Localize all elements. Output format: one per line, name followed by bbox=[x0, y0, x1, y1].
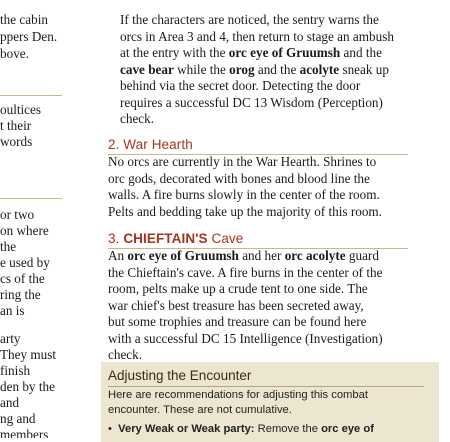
heading-number: 3. bbox=[108, 231, 124, 246]
adjusting-encounter-sidebar bbox=[101, 362, 439, 442]
left-section-rule bbox=[0, 95, 62, 96]
left-text-line: and bbox=[0, 395, 20, 410]
text-line bbox=[108, 265, 408, 282]
left-section-rule bbox=[0, 198, 62, 199]
bullet-label: Very Weak or Weak party: bbox=[118, 423, 255, 435]
left-text-line: words bbox=[0, 134, 33, 149]
left-text-line: They must bbox=[0, 347, 57, 362]
text-run: behind via the secret door. Detecting the door bbox=[120, 78, 361, 93]
left-text-line: ppers Den. bbox=[0, 29, 58, 44]
left-text-line: the cabin bbox=[0, 12, 48, 27]
text-run: An bbox=[108, 248, 128, 263]
text-run: guard bbox=[345, 248, 379, 263]
war-hearth-paragraph bbox=[108, 154, 408, 220]
text-run: with a successful DC 15 Intelligence (Investigation) bbox=[108, 330, 383, 346]
chieftains-cave-paragraph bbox=[108, 248, 408, 364]
text-run: and the bbox=[340, 45, 382, 60]
text-line bbox=[108, 154, 408, 171]
bold-text-run: orc eye of Gruumsh bbox=[127, 248, 239, 263]
text-run: at the entry with the bbox=[120, 45, 229, 60]
text-run: requires a successful DC 13 Wisdom (Perception) bbox=[120, 94, 383, 110]
text-line bbox=[108, 204, 408, 221]
text-line bbox=[108, 298, 408, 315]
left-text-line: bove. bbox=[0, 46, 29, 61]
left-text-line: finish bbox=[0, 363, 31, 378]
left-column bbox=[0, 0, 62, 438]
heading-caps: CHIEFTAIN'S bbox=[123, 231, 208, 246]
text-line bbox=[108, 314, 408, 331]
text-line bbox=[120, 95, 420, 112]
text-run: sneak up bbox=[339, 61, 389, 77]
left-text-line: ring the bbox=[0, 287, 41, 302]
bullet-icon: • bbox=[108, 423, 112, 435]
bold-text-run: orc eye of Gruumsh bbox=[228, 45, 341, 60]
chieftains-cave-heading bbox=[108, 231, 243, 246]
sentry-paragraph bbox=[120, 12, 420, 128]
left-text-line: the bbox=[0, 239, 17, 254]
text-run: orcs in Area 3 and 4, then return to stage an ambush bbox=[120, 28, 394, 44]
text-run: while the bbox=[173, 61, 230, 77]
bold-text-run: acolyte bbox=[299, 61, 340, 77]
text-run: No orcs are currently in the War Hearth. Shrines to bbox=[108, 154, 377, 169]
heading-rest: Cave bbox=[207, 231, 244, 246]
left-text-line: arty bbox=[0, 331, 21, 346]
text-line bbox=[108, 331, 408, 348]
bold-text-run: cave bear bbox=[120, 61, 174, 77]
bullet-bold-end: orc eye of bbox=[321, 423, 374, 435]
text-line bbox=[120, 111, 420, 128]
left-text-line: an is bbox=[0, 303, 25, 318]
text-line bbox=[120, 29, 420, 46]
text-run: and her bbox=[238, 248, 285, 263]
sidebar-title: Adjusting the Encounter bbox=[108, 368, 252, 383]
text-line bbox=[108, 187, 408, 204]
left-text-line: members bbox=[0, 427, 49, 438]
sidebar-bullet-item bbox=[108, 423, 374, 435]
text-run: check. bbox=[120, 111, 155, 126]
sidebar-rule bbox=[108, 386, 424, 387]
text-line bbox=[108, 171, 408, 188]
bullet-text: Remove the bbox=[254, 423, 322, 435]
text-run: but some trophies and treasure can be found here bbox=[108, 314, 367, 329]
left-text-line: or two bbox=[0, 207, 35, 222]
text-run: room, pelts make up a crude tent to one side. The bbox=[108, 281, 368, 296]
war-hearth-heading: 2. War Hearth bbox=[108, 137, 193, 152]
left-text-line: on where bbox=[0, 223, 49, 238]
bold-text-run: orog bbox=[229, 61, 255, 77]
text-line bbox=[120, 45, 420, 62]
left-text-line: e used by bbox=[0, 255, 50, 270]
text-line bbox=[120, 12, 420, 29]
left-text-line: oultices bbox=[0, 102, 42, 117]
text-run: Pelts and bedding take up the majority of this room. bbox=[108, 203, 382, 219]
text-line bbox=[120, 62, 420, 79]
text-run: If the characters are noticed, the sentry warns the bbox=[120, 12, 379, 27]
text-line bbox=[108, 281, 408, 298]
text-run: the Chieftain's cave. A fire burns in the center of the bbox=[108, 264, 383, 280]
text-run: orc gods, decorated with bones and blood line the bbox=[108, 170, 370, 186]
sidebar-line: encounter. These are not cumulative. bbox=[108, 404, 292, 416]
sidebar-line: Here are recommendations for adjusting this combat bbox=[108, 389, 368, 401]
left-text-line: cs of the bbox=[0, 271, 45, 286]
text-run: check. bbox=[108, 347, 143, 362]
bold-text-run: orc acolyte bbox=[284, 248, 346, 263]
left-text-line: den by the bbox=[0, 379, 55, 394]
left-text-line: t their bbox=[0, 118, 32, 133]
text-run: walls. A fire burns slowly in the center of the room. bbox=[108, 187, 380, 202]
text-run: war chief's best treasure has been secreted away, bbox=[108, 297, 364, 313]
text-line bbox=[108, 248, 408, 265]
left-text-line: ng and bbox=[0, 411, 36, 426]
text-run: and the bbox=[254, 61, 300, 77]
text-line bbox=[120, 78, 420, 95]
